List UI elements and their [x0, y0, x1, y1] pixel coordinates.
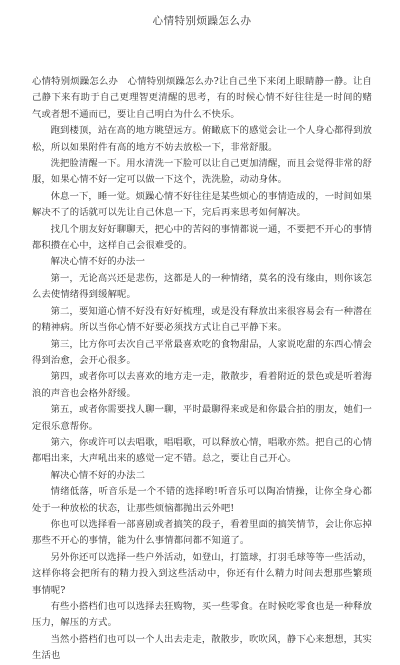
paragraph: 第二，要知道心情不好没有好好梳理，或是没有释放出来很容易会有一种潜在的精神病。所以当你心情不好要必须找方式让自己平静下来。 — [32, 305, 372, 334]
paragraph: 第六，你或许可以去唱歌，唱唱歌，可以释放心情，唱歌亦然。把自己的心情都唱出来，大声吼出来的感觉一定不错。总之，要让自己开心。 — [32, 436, 372, 465]
document-body — [32, 74, 372, 665]
section-heading: 解决心情不好的办法二 — [50, 469, 146, 481]
document-title: 心情特别烦躁怎么办 — [152, 15, 252, 27]
paragraph: 第一，无论高兴还是悲伤，这都是人的一种情绪，莫名的没有缘由，则你该怎么去使情绪得到缓解呢。 — [32, 272, 372, 301]
paragraph: 第四，或者你可以去喜欢的地方走一走，散散步，看着附近的景色或是听着海浪的声音也会格外舒缓。 — [32, 371, 372, 399]
paragraph: 洗把脸清醒一下。用水清洗一下脸可以让自己更加清醒，而且会觉得非常的舒服，如果心情不好一定可以做一下这个，洗洗脸，动动身体。 — [32, 158, 372, 186]
paragraph: 第三，比方你可去次自己平常最喜欢吃的食物甜品，人家说吃甜的东西心情会得到治愈，会开心很多。 — [32, 338, 372, 366]
section-heading: 解决心情不好的办法一 — [50, 256, 146, 268]
paragraph: 跑到楼顶，站在高的地方眺望远方。俯瞰底下的感觉会让一个人身心都得到放松，所以如果附件有高的地方不妨去放松一下，非常舒服。 — [32, 125, 372, 153]
paragraph: 找几个朋友好好聊聊天，把心中的苦闷的事情都说一通，不要把不开心的事情都积攒在心中，这样自己会很难受的。 — [32, 223, 372, 252]
paragraph: 当然小搭档们也可以一个人出去走走，散散步，吹吹风，静下心来想想，其实生活也 — [32, 633, 372, 662]
paragraph: 你也可以选择看一部喜剧或者搞笑的段子，看着里面的搞笑情节，会让你忘掉那些不开心的事情，能为什么事情都问都不知道了。 — [32, 518, 372, 547]
paragraph: 有些小搭档们也可以选择去狂购物，买一些零食。在时候吃零食也是一种释放压力，解压的方式。 — [32, 601, 372, 629]
paragraph: 情绪低落，听音乐是一个不错的选择哟!听音乐可以陶冶情操，让你全身心都处于一种放松的状态，让那些烦恼都抛出云外吧! — [32, 486, 372, 514]
paragraph: 休息一下，睡一觉。烦躁心情不好往往是某些烦心的事情造成的，一时间如果解决不了的话就可以先让自己休息一下，完后再来思考如何解决。 — [32, 190, 372, 219]
paragraph: 第五，或者你需要找人聊一聊，平时最聊得来或是和你最合拍的朋友，她们一定很乐意帮你。 — [32, 404, 372, 432]
paragraph: 另外你还可以选择一些户外活动，如登山，打篮球，打羽毛球等等一些活动，这样你将会把所有的精力投入到这些活动中，你还有什么精力时间去想那些繁琐事情呢? — [32, 551, 372, 596]
paragraph: 心情特别烦躁怎么办 心情特别烦躁怎么办?让自己坐下来闭上眼睛静一静。让自己静下来有助于自己更理智更清醒的思考，有的时候心情不好往往是一时间的赌气或者想不通而已，要让自己明白为什么不快乐。 — [32, 76, 372, 120]
